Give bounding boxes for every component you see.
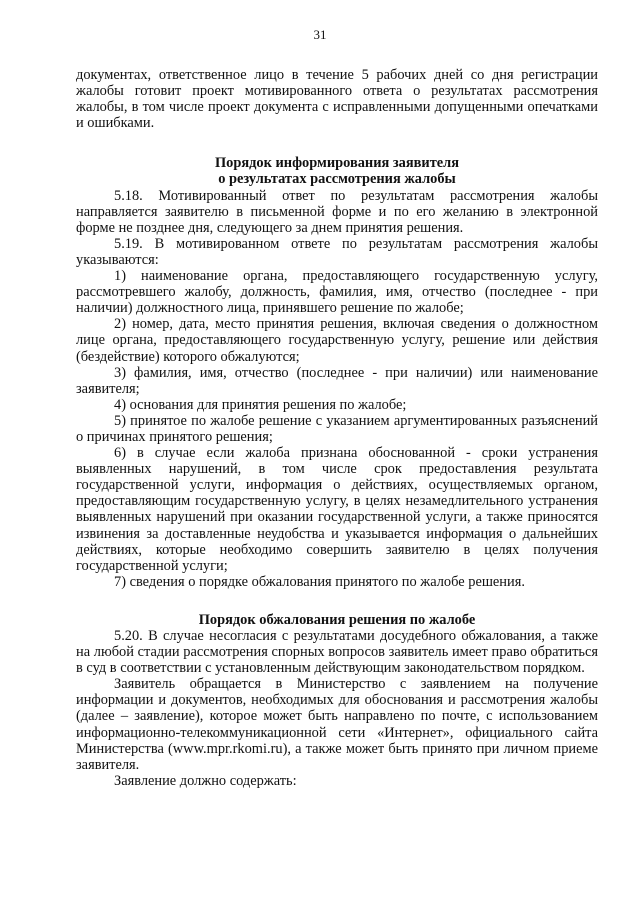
paragraph-applicant: Заявитель обращается в Министерство с заявлением на получение информации и документов, необходимых для обоснования и рассмотрения жалобы (далее – заявление), которое может быть направлено по почте, с использованием информационно-телекоммуникационной сети «Интернет», официального сайта Министерства (www.mpr.rkomi.ru), а также может быть принято при личном приеме заявителя. [76, 676, 598, 773]
section1-heading-line1: Порядок информирования заявителя [214, 155, 460, 172]
page-content [76, 67, 598, 789]
section1-heading-line2: о результатах рассмотрения жалобы [218, 171, 456, 188]
paragraph-contents: Заявление должно содержать: [114, 772, 297, 789]
section2-heading: Порядок обжалования решения по жалобе [198, 611, 476, 628]
list-item-2: 2) номер, дата, место принятия решения, включая сведения о должностном лице органа, предоставляющего государственную услугу, решение или действия (бездействие) которого обжалуются; [76, 316, 598, 365]
list-item-5: 5) принятое по жалобе решение с указанием аргументированных разъяснений о причинах принятого решения; [76, 412, 598, 445]
list-item-1: 1) наименование органа, предоставляющего государственную услугу, рассмотревшего жалобу, должность, фамилия, имя, отчество (последнее - при наличии) должностного лица, принявшего решение по жалобе; [76, 268, 598, 317]
list-item-6: 6) в случае если жалоба признана обоснованной - сроки устранения выявленных нарушений, в том числе срок предоставления результата государственной услуги, информация о действиях, осуществляемых органом, предоставляющим государственную услугу, в целях незамедлительного устранения выявленных нарушений при оказании государственной услуги, а также приносятся извинения за доставленные неудобства и указывается информация о дальнейших действиях, которые необходимо совершить заявителю в целях получения государственной услуги; [76, 445, 598, 574]
paragraph-5-20: 5.20. В случае несогласия с результатами досудебного обжалования, а также на любой стадии рассмотрения спорных вопросов заявитель имеет право обратиться в суд в соответствии с установленным действующим законодательством порядком. [76, 628, 598, 677]
page-number: 31 [313, 27, 327, 42]
list-item-7: 7) сведения о порядке обжалования принятого по жалобе решения. [114, 573, 525, 590]
paragraph-5-19: 5.19. В мотивированном ответе по результатам рассмотрения жалобы указываются: [76, 235, 598, 268]
paragraph-5-18: 5.18. Мотивированный ответ по результатам рассмотрения жалобы направляется заявителю в письменной форме и по его желанию в электронной форме не позднее дня, следующего за днем принятия решения. [76, 187, 598, 236]
list-item-4: 4) основания для принятия решения по жалобе; [114, 396, 407, 413]
intro-paragraph: документах, ответственное лицо в течение 5 рабочих дней со дня регистрации жалобы готовит проект мотивированного ответа о результатах рассмотрения жалобы, в том числе проект документа с исправленными допущенными опечатками и ошибками. [76, 67, 598, 132]
list-item-3: 3) фамилия, имя, отчество (последнее - при наличии) или наименование заявителя; [76, 364, 598, 397]
